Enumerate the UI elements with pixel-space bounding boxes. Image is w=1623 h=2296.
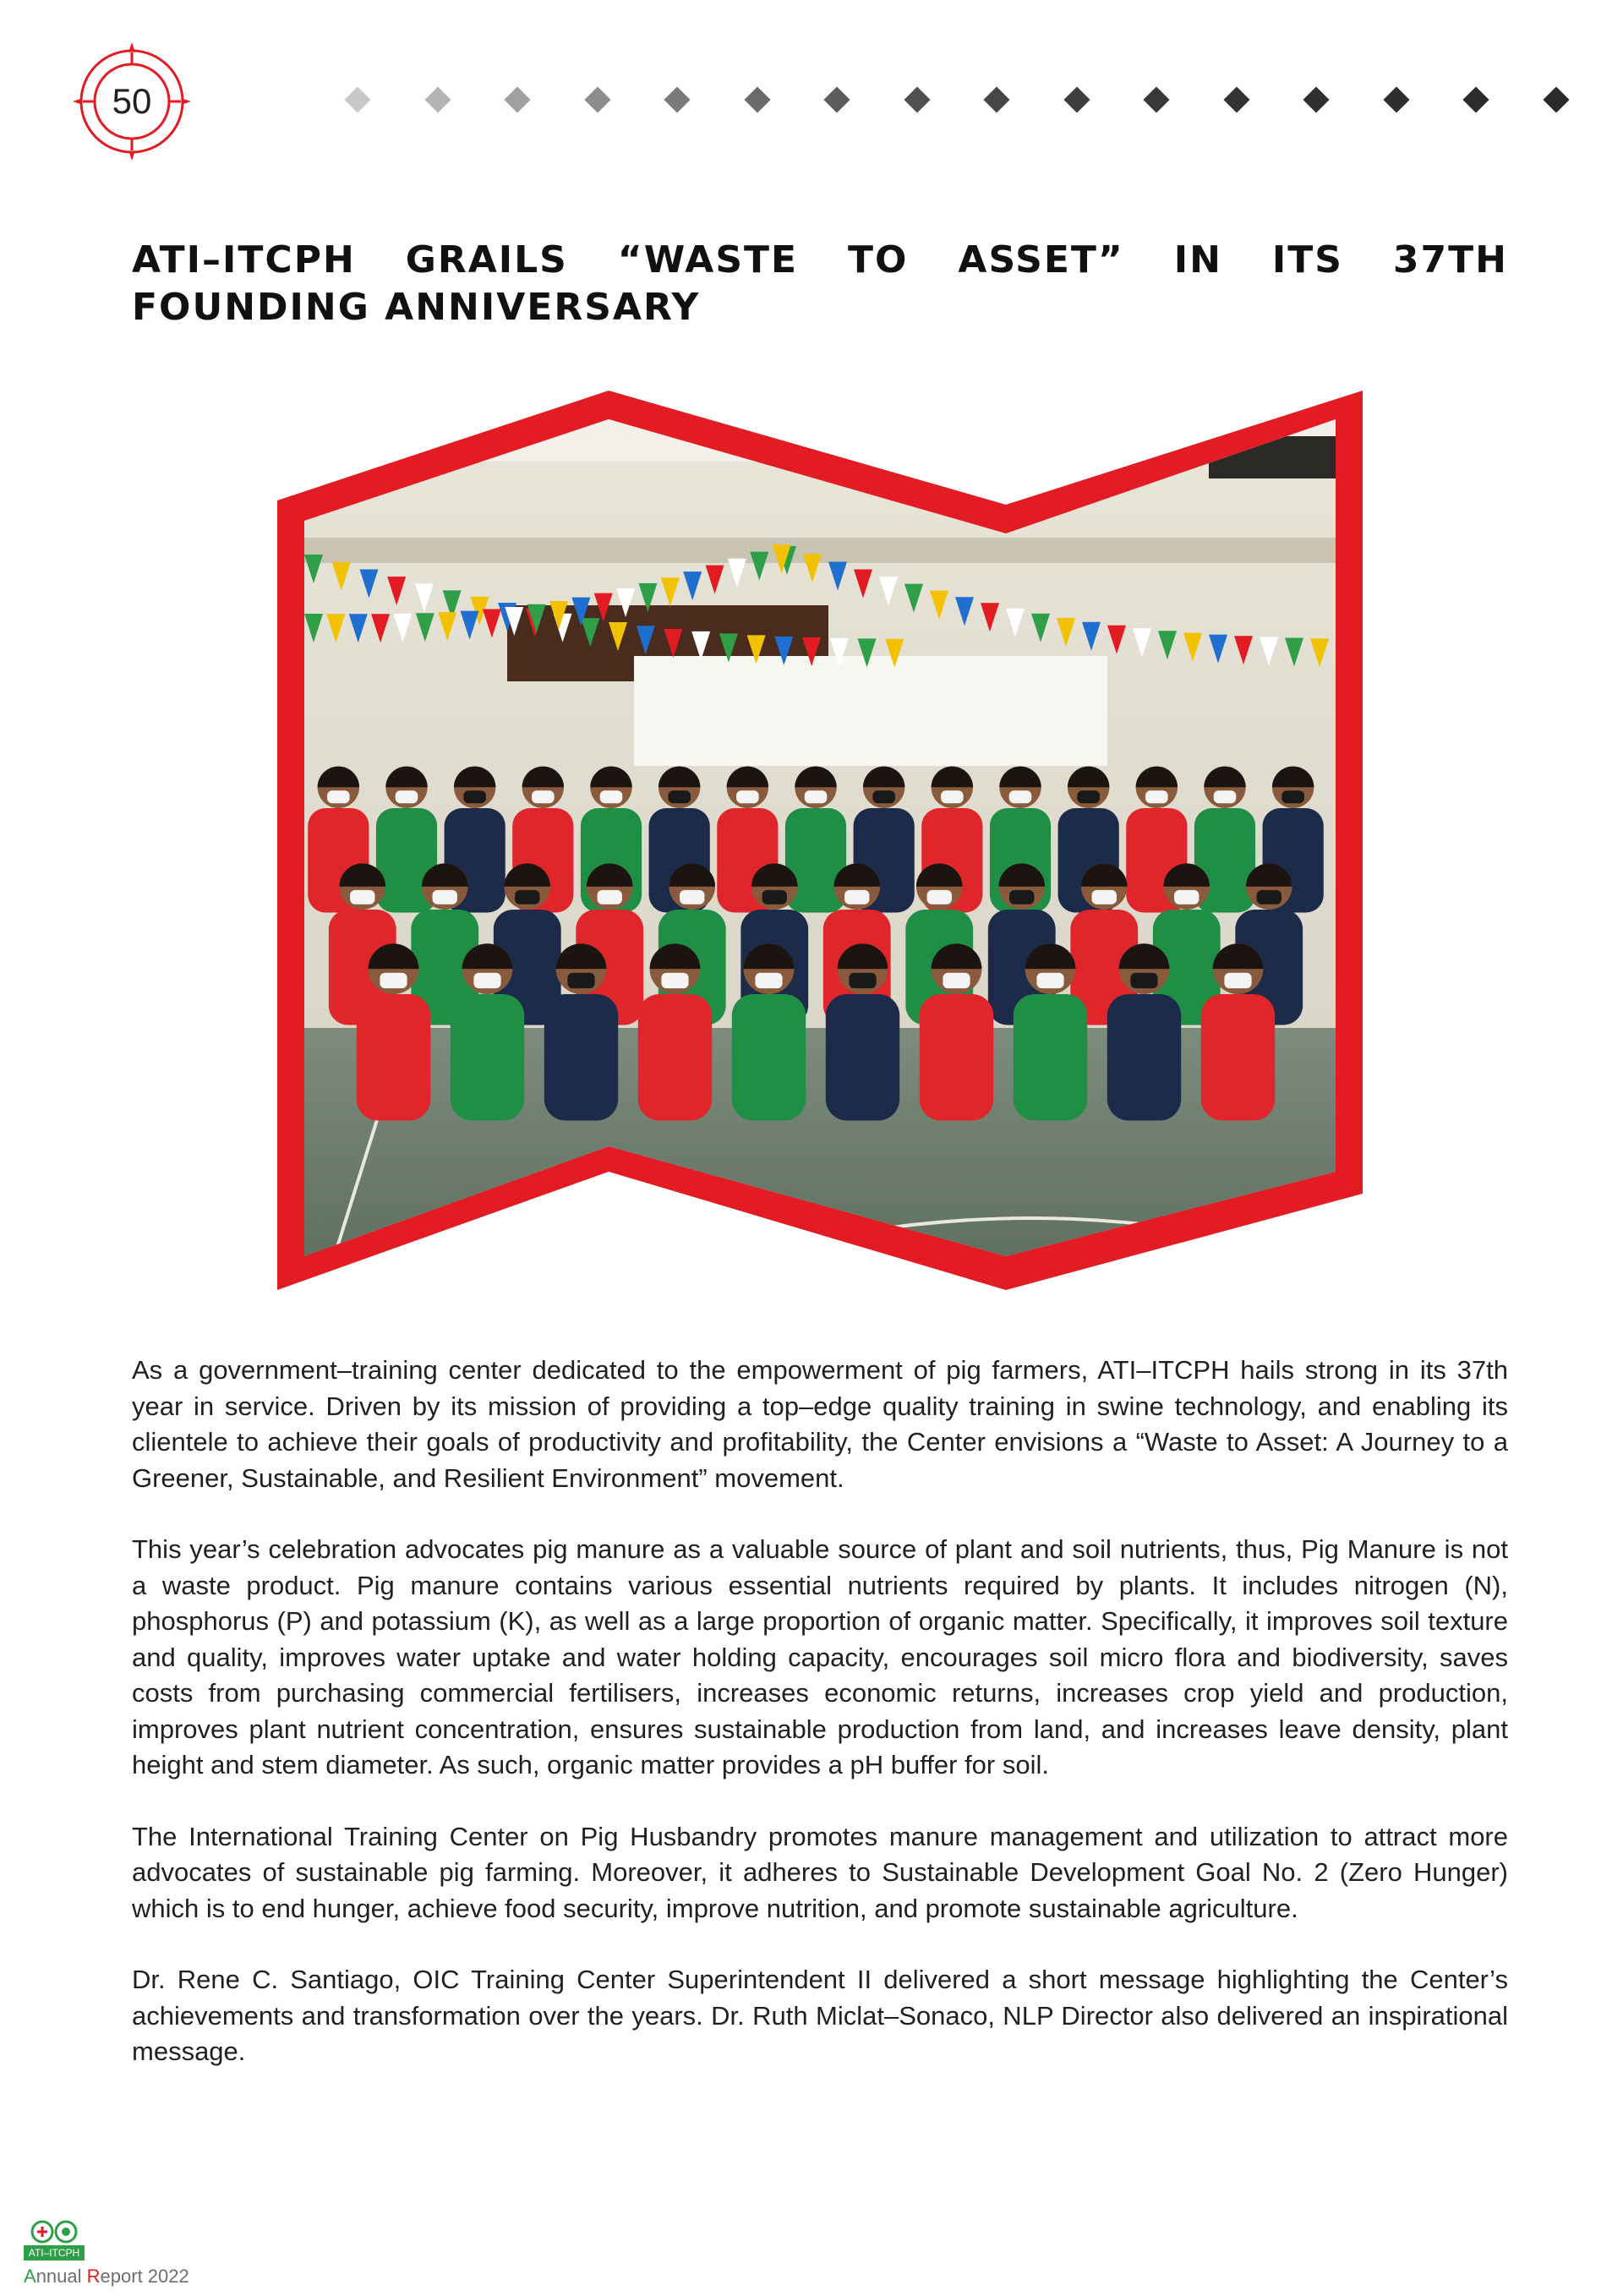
paragraph: As a government–training center dedicated to the empowerment of pig farmers, ATI–ITCPH hails strong in its 37th year in service. Driven by its mission of providing a top–edge quality training in swine technology, and enabling its clientele to achieve their goals of productivity and profitability, the Center envisions a “Waste to Asset: A Journey to a Greener, Sustainable, and Resilient Environment” movement. bbox=[132, 1355, 1508, 1493]
diamond-icon bbox=[1383, 86, 1409, 112]
article-title: ATI–ITCPH GRAILS “WASTE TO ASSET” IN ITS 37TH FOUNDING ANNIVERSARY bbox=[132, 238, 1508, 329]
diamond-icon bbox=[1463, 86, 1489, 112]
decorative-diamond-row bbox=[348, 85, 1566, 115]
paragraph: The International Training Center on Pig Husbandry promotes manure management and utilization to attract more advocates of sustainable pig farming. Moreover, it adheres to Sustainable Development Goal No. 2 (Zero Hunger) which is to end hunger, achieve food security, improve nutrition, and promote sustainable agriculture. bbox=[132, 1821, 1508, 1923]
footer-report-initial: R bbox=[86, 2266, 101, 2287]
footer-annual-report bbox=[24, 2266, 189, 2288]
page-number-badge bbox=[71, 41, 193, 162]
footer-annual-initial: A bbox=[24, 2266, 36, 2287]
diamond-icon bbox=[824, 86, 850, 112]
diamond-icon bbox=[984, 86, 1010, 112]
footer-report-rest: eport 2022 bbox=[100, 2266, 189, 2287]
diamond-icon bbox=[505, 86, 531, 112]
diamond-icon bbox=[1063, 86, 1090, 112]
diamond-icon bbox=[1543, 86, 1569, 112]
diamond-icon bbox=[344, 86, 370, 112]
article-body bbox=[132, 1353, 1508, 2106]
diamond-icon bbox=[1144, 86, 1170, 112]
footer-annual-rest: nnual bbox=[36, 2266, 87, 2287]
logo-caption: ATI–ITCPH bbox=[24, 2245, 85, 2260]
diamond-icon bbox=[1303, 86, 1330, 112]
page-number: 50 bbox=[112, 81, 152, 121]
diamond-icon bbox=[904, 86, 930, 112]
diamond-icon bbox=[424, 86, 451, 112]
diamond-icon bbox=[664, 86, 691, 112]
diamond-icon bbox=[1223, 86, 1249, 112]
paragraph: This year’s celebration advocates pig manure as a valuable source of plant and soil nutrients, thus, Pig Manure is not a waste product. Pig manure contains various essential nutrients required by plants. It includes nitrogen (N), phosphorus (P) and potassium (K), as well as a large proportion of organic matter. Specifically, it improves soil texture and quality, improves water uptake and water holding capacity, encourages soil micro flora and biodiversity, saves costs from purchasing commercial fertilisers, increases economic returns, increases crop yield and production, improves plant nutrient concentration, ensures sustainable production from land, and increases leave density, plant height and stem diameter. As such, organic matter provides a pH buffer for soil. bbox=[132, 1534, 1508, 1779]
group-photo-frame bbox=[270, 385, 1369, 1303]
diamond-icon bbox=[584, 86, 610, 112]
group-photo bbox=[270, 385, 1369, 1298]
diamond-icon bbox=[744, 86, 770, 112]
paragraph: Dr. Rene C. Santiago, OIC Training Center Superintendent II delivered a short message highlighting the Center’s achievements and transformation over the years. Dr. Ruth Miclat–Sonaco, NLP Director also delivered an inspirational message. bbox=[132, 1965, 1508, 2066]
